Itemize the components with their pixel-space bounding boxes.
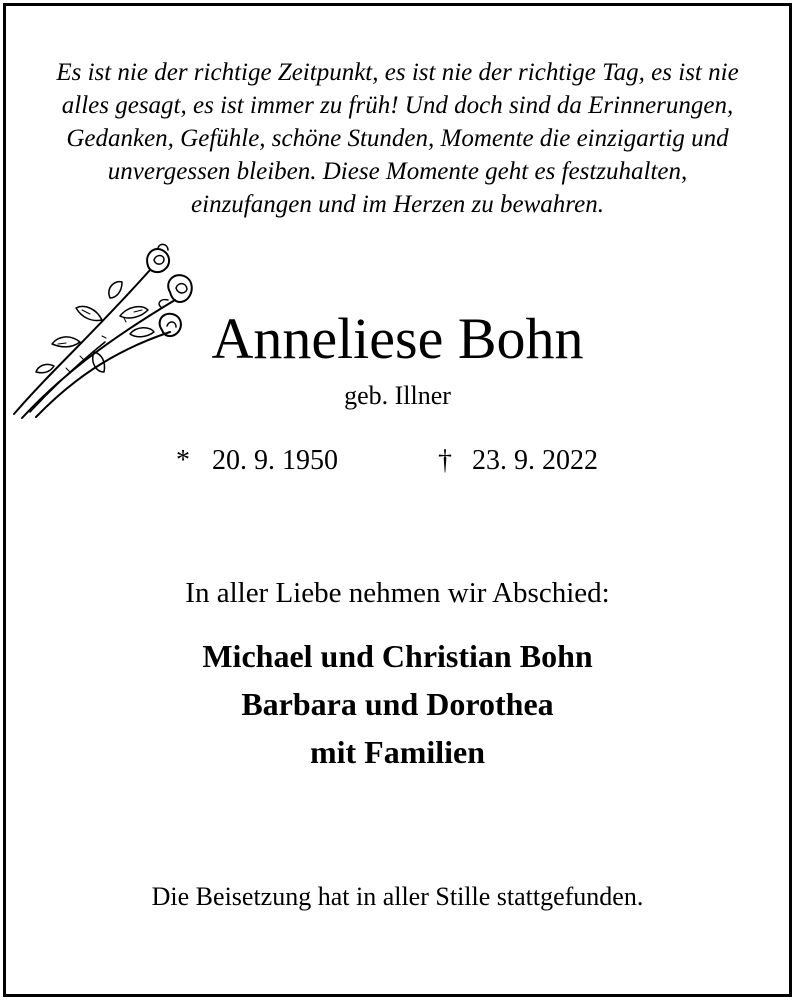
death-date: 23. 9. 2022 [472, 445, 598, 476]
verse-line: einzufangen und im Herzen zu bewahren. [191, 191, 604, 218]
verse-line: Es ist nie der richtige Zeitpunkt, es ist nie der richtige Tag, es ist nie [56, 59, 739, 86]
death-date-group [438, 442, 598, 480]
maiden-name: geb. Illner [344, 381, 451, 410]
birth-date-group [176, 442, 338, 480]
verse-line: alles gesagt, es ist immer zu früh! Und doch sind da Erinnerungen, [61, 92, 734, 119]
burial-note: Die Beisetzung hat in aller Stille stattgefunden. [151, 882, 644, 911]
life-dates [0, 442, 795, 482]
verse-line: Gedanken, Gefühle, schöne Stunden, Momente die einzigartig und [66, 125, 729, 152]
memorial-verse [0, 56, 795, 221]
mourner-line: Michael und Christian Bohn [202, 638, 593, 674]
mourner-line: mit Familien [309, 734, 486, 770]
farewell-line: In aller Liebe nehmen wir Abschied: [185, 577, 610, 609]
mourners-list [0, 632, 795, 776]
mourner-line: Barbara und Dorothea [241, 686, 554, 722]
birth-star-icon: * [176, 445, 190, 476]
death-cross-icon: † [438, 445, 452, 476]
birth-date: 20. 9. 1950 [212, 445, 338, 476]
deceased-name: Anneliese Bohn [211, 306, 584, 371]
verse-line: unvergessen bleiben. Diese Momente geht es festzuhalten, [107, 158, 688, 185]
